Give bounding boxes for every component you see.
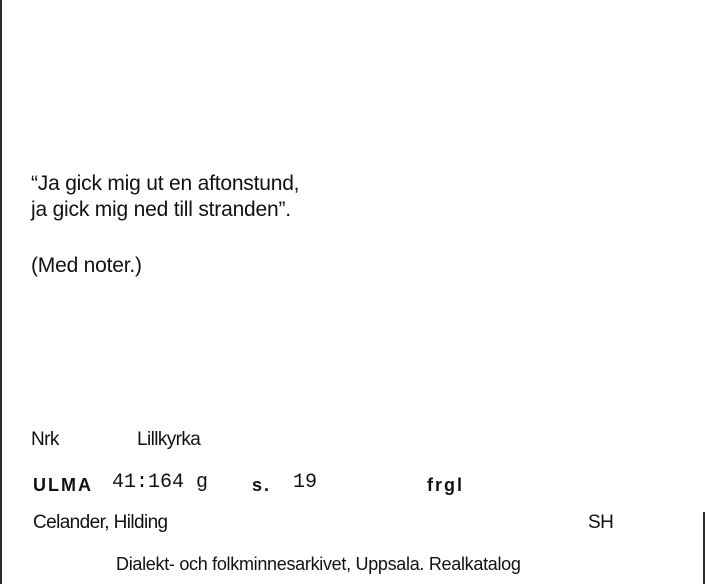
initials: SH <box>588 512 614 533</box>
title-line-2: ja gick mig ned till stranden”. <box>31 198 291 221</box>
category-code: frgl <box>427 475 464 495</box>
note-text: (Med noter.) <box>31 254 142 277</box>
archive-code: ULMA <box>33 475 93 495</box>
archive-number: 41:164 g <box>112 471 209 494</box>
title-line-1: “Ja gick mig ut en aftonstund, <box>31 172 300 195</box>
card-left-edge <box>0 0 2 584</box>
page-number: 19 <box>293 471 318 494</box>
parish-label: Lillkyrka <box>137 429 201 450</box>
page-label: s. <box>252 475 272 495</box>
region-label: Nrk <box>31 429 59 450</box>
recorder-name: Celander, Hilding <box>33 512 168 533</box>
archive-footer: Dialekt- och folkminnesarkivet, Uppsala. Realkatalog <box>116 554 521 574</box>
